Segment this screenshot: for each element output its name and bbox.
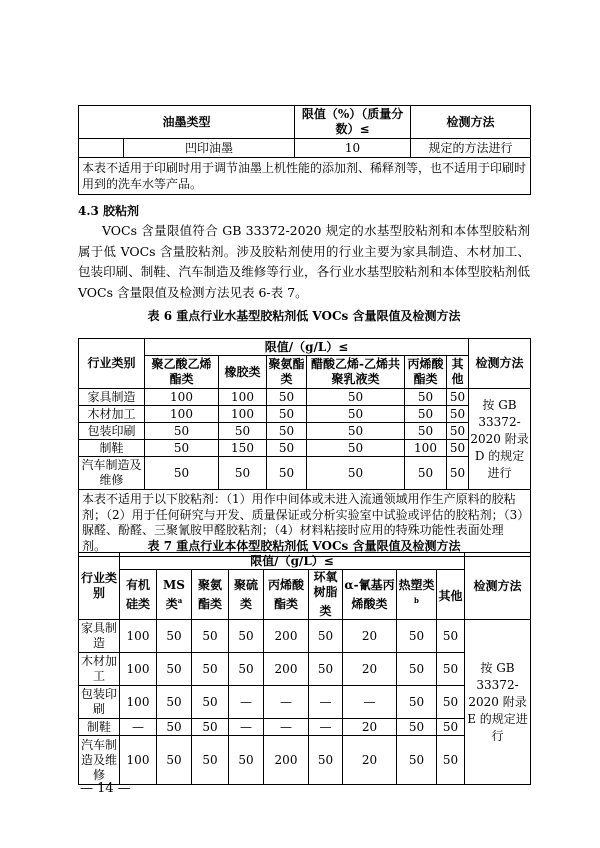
table-cell: 100 [145,406,219,423]
table-cell: 50 [219,423,267,440]
table-cell: 50 [219,457,267,490]
table-cell: 50 [145,423,219,440]
column-header: 环氧树脂类 [309,570,343,620]
table-cell: 50 [437,719,465,736]
row-label: 家具制造 [79,620,120,653]
table-cell: — [343,686,397,719]
table-cell: 200 [264,736,309,785]
column-header: 其他 [447,356,469,389]
header-ink-type: 油墨类型 [79,106,295,139]
table-cell: 50 [437,620,465,653]
table-subheader-row [79,356,531,389]
table-cell: 50 [229,620,264,653]
table-cell: 50 [307,406,405,423]
table-row [79,440,531,457]
table-cell: 150 [219,440,267,457]
table-cell: 50 [437,686,465,719]
column-header: 有机硅类 [120,570,157,620]
header-limit: 限值/（g/L）≤ [120,553,465,570]
table-cell: 100 [120,736,157,785]
table-cell: 50 [437,736,465,785]
table-cell: 200 [264,653,309,686]
limit-value-cell: 10 [295,139,411,158]
table-cell: — [264,719,309,736]
method-cell: 规定的方法进行 [411,139,531,158]
table-cell: 50 [229,653,264,686]
table-header-row [79,106,531,139]
table-waterborne-adhesives [78,338,531,557]
table-cell: 50 [309,653,343,686]
table-cell: 50 [307,457,405,490]
table-cell: 50 [447,389,469,406]
table-cell: 20 [343,620,397,653]
table-cell: — [229,686,264,719]
table-cell: 50 [157,736,192,785]
table-cell: 50 [447,423,469,440]
table-subheader-row [79,570,531,620]
table-cell: 20 [343,719,397,736]
row-label: 制鞋 [79,440,145,457]
table-cell: 50 [437,653,465,686]
table-cell: 50 [307,423,405,440]
ink-type-cell: 凹印油墨 [124,139,295,158]
table-row [79,457,531,490]
footnote-marker: a [177,595,183,605]
row-label: 包装印刷 [79,686,120,719]
section-heading: 4.3 胶粘剂 [78,204,140,218]
method-cell: 按 GB 33372-2020 附录 E 的规定进行 [465,620,531,785]
table-note: 本表不适用于以下胶粘剂：（1）用作中间体或未进入流通领域用作生产原料的胶粘剂；（2）用于任何研究与开发、质量保证或分析实验室中试验或评估的胶粘剂；（3）脲醛、酚醛、三聚氰胺甲醛胶粘剂；（4）材料粘接时应用的特殊功能性表面处理剂。 [79,490,531,557]
column-header: 聚氨酯类 [192,570,229,620]
table-row [79,653,531,686]
table-cell: 20 [343,653,397,686]
table-cell: 50 [309,620,343,653]
table-cell [79,139,124,158]
table-cell: 50 [307,440,405,457]
table-cell: 50 [447,406,469,423]
table-cell: 50 [157,686,192,719]
table-cell: 50 [145,440,219,457]
table-cell: 50 [307,389,405,406]
column-header: 其他 [437,570,465,620]
table-cell: 50 [267,389,307,406]
header-industry: 行业类别 [79,553,120,620]
table6-caption: 表 6 重点行业水基型胶粘剂低 VOCs 含量限值及检测方法 [147,309,461,323]
table-row [79,736,531,785]
table-cell: 50 [157,653,192,686]
table-cell: 50 [145,457,219,490]
table-row [79,620,531,653]
table-cell: 20 [343,736,397,785]
row-label: 木材加工 [79,406,145,423]
column-header: MS 类$^a$ [157,570,192,620]
column-header: 聚氨酯类 [267,356,307,389]
table-row [79,423,531,440]
table-cell: 50 [157,719,192,736]
table-cell: 100 [219,406,267,423]
table-cell: 50 [447,440,469,457]
table-row [79,139,531,158]
row-label: 汽车制造及维修 [79,457,145,490]
header-method: 检测方法 [469,339,531,389]
header-limit: 限值/（g/L）≤ [145,339,469,356]
header-method: 检测方法 [465,553,531,620]
table-cell: 50 [267,457,307,490]
header-industry: 行业类别 [79,339,145,389]
row-label: 制鞋 [79,719,120,736]
table7-caption: 表 7 重点行业本体型胶粘剂低 VOCs 含量限值及检测方法 [147,539,461,553]
table-header-row [79,339,531,356]
table-cell: — [264,686,309,719]
row-label: 汽车制造及维修 [79,736,120,785]
table-cell: 50 [309,736,343,785]
table-cell: 100 [120,620,157,653]
table-cell: — [229,719,264,736]
column-header: 聚乙酸乙烯酯类 [145,356,219,389]
column-header: 热塑类$^b$ [397,570,437,620]
table-cell: — [309,686,343,719]
table-row [79,719,531,736]
table-cell: 50 [397,653,437,686]
table-cell: — [309,719,343,736]
row-label: 包装印刷 [79,423,145,440]
table-cell: 50 [397,736,437,785]
table-cell: 50 [405,389,447,406]
column-header: 醋酸乙烯-乙烯共聚乳液类 [307,356,405,389]
table-cell: 50 [397,719,437,736]
table-ink-limits [78,105,531,195]
table-cell: 100 [405,440,447,457]
method-cell: 按 GB 33372-2020 附录 D 的规定进行 [469,389,531,490]
table-cell: 50 [447,457,469,490]
table-cell: 50 [267,423,307,440]
row-label: 家具制造 [79,389,145,406]
table-cell: 50 [405,457,447,490]
table-cell: 50 [192,719,229,736]
table-cell: 50 [192,653,229,686]
footnote-marker: b [414,595,419,605]
table-cell: 100 [219,389,267,406]
column-header: 橡胶类 [219,356,267,389]
table-row [79,406,531,423]
header-limit: 限值（%）（质量分数）≤ [295,106,411,139]
table-row [79,686,531,719]
table-cell: 50 [267,406,307,423]
column-header: 丙烯酸酯类 [405,356,447,389]
table-cell: 100 [120,686,157,719]
table-cell: 50 [267,440,307,457]
table-cell: 100 [145,389,219,406]
table-cell: — [120,719,157,736]
table-cell: 50 [229,736,264,785]
table-cell: 50 [397,686,437,719]
table-cell: 50 [405,406,447,423]
table-cell: 100 [120,653,157,686]
table-cell: 50 [397,620,437,653]
table-cell: 50 [192,686,229,719]
table-header-row [79,553,531,570]
table-cell: 50 [405,423,447,440]
table-solvent-free-adhesives [78,552,531,785]
section-paragraph: VOCs 含量限值符合 GB 33372-2020 规定的水基型胶粘剂和本体型胶粘剂属于低 VOCs 含量胶粘剂。涉及胶粘剂使用的行业主要为家具制造、木材加工、包装印刷、制鞋、汽车制造及维修等行业，各行业水基型胶粘剂和本体型胶粘剂低 VOCs 含量限值及检测方法见表 6-表 7。 [78,223,530,300]
table-cell: 50 [192,620,229,653]
column-header: 聚硫类 [229,570,264,620]
column-header: 丙烯酸酯类 [264,570,309,620]
column-header: α-氰基丙烯酸类 [343,570,397,620]
table-note-row [79,158,531,195]
table-cell: 50 [157,620,192,653]
table-cell: 200 [264,620,309,653]
header-method: 检测方法 [411,106,531,139]
table-note: 本表不适用于印刷时用于调节油墨上机性能的添加剂、稀释剂等，也不适用于印刷时用到的洗车水等产品。 [79,158,531,195]
row-label: 木材加工 [79,653,120,686]
table-row [79,389,531,406]
table-cell: 50 [192,736,229,785]
page-number: — 14 — [80,781,131,796]
